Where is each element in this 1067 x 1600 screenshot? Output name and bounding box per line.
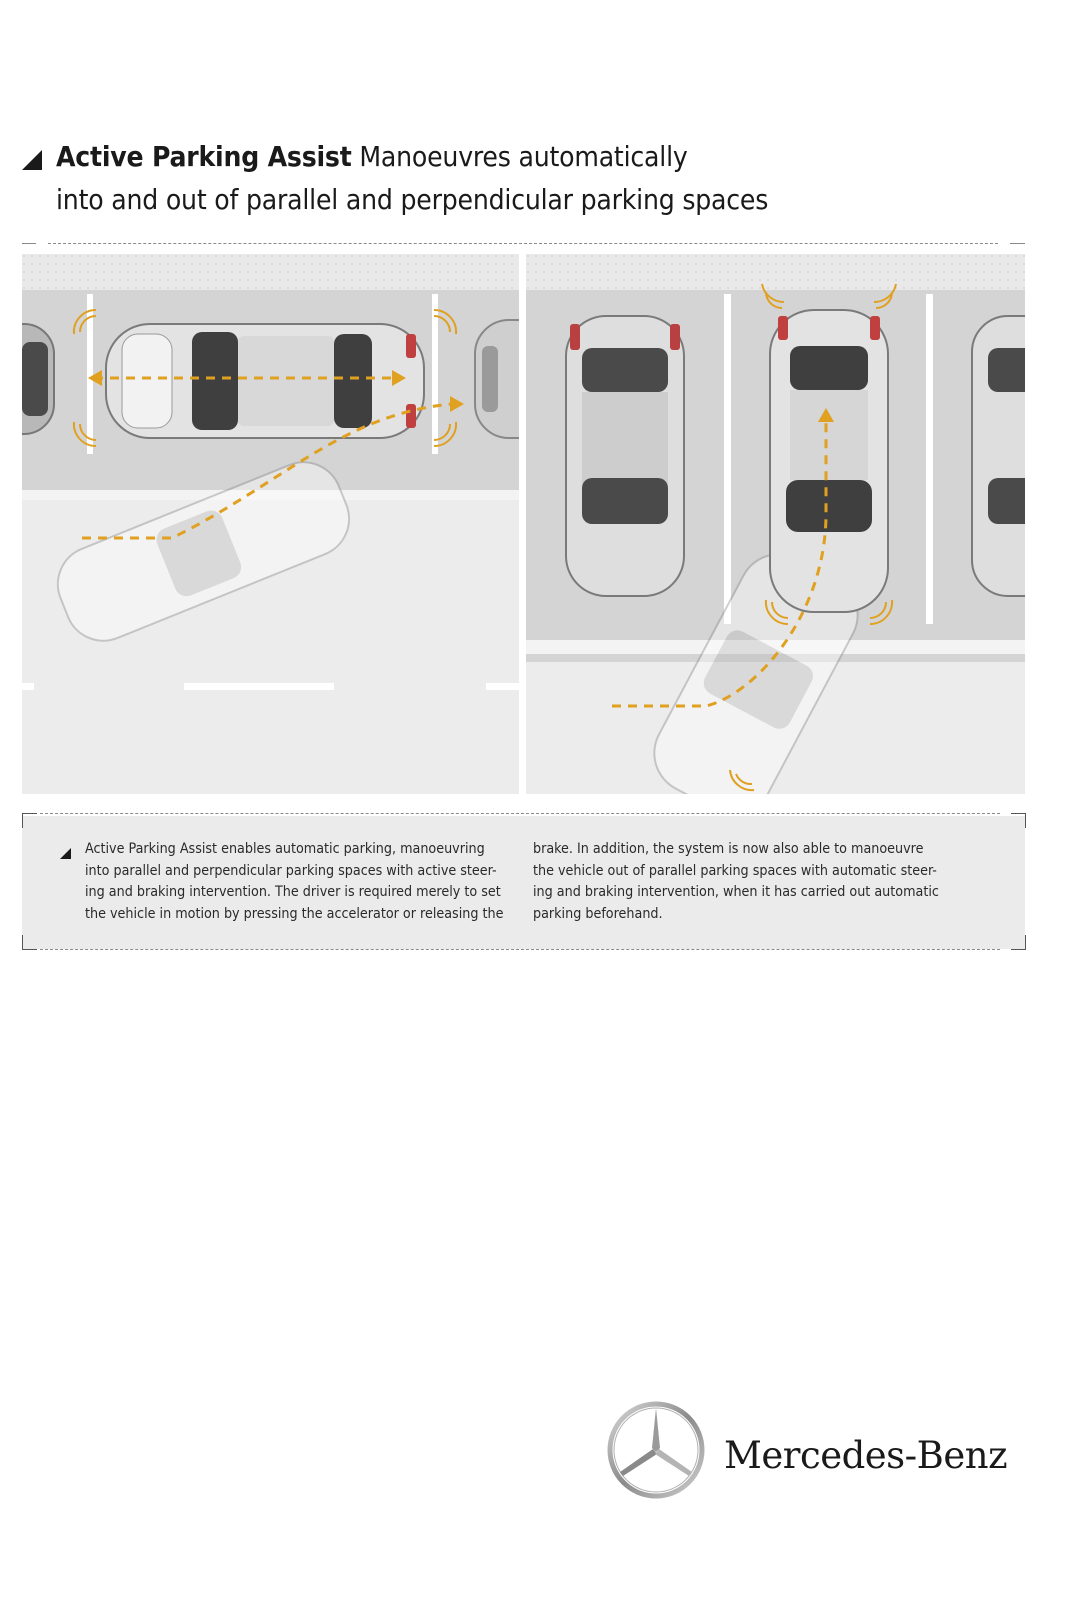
brand-wordmark: Mercedes-Benz xyxy=(724,1434,1008,1477)
perpendicular-parking-diagram xyxy=(526,254,1025,794)
box-bottom-divider xyxy=(40,949,1000,950)
description-line: the vehicle in motion by pressing the accelerator or releasing the xyxy=(85,905,504,922)
parked-car-left-perpendicular xyxy=(566,316,684,596)
description-line: parking beforehand. xyxy=(533,905,663,922)
description-line: brake. In addition, the system is now also able to manoeuvre xyxy=(533,841,924,857)
parked-car-right-perpendicular xyxy=(972,316,1025,596)
top-divider xyxy=(48,243,998,244)
rule-cap-left xyxy=(22,243,36,244)
description-line: Active Parking Assist enables automatic parking, manoeuvring xyxy=(85,841,485,857)
corner-mark xyxy=(22,935,37,950)
box-top-divider xyxy=(40,813,1000,814)
headline-line-2: into and out of parallel and perpendicular parking spaces xyxy=(56,183,769,216)
description-line: the vehicle out of parallel parking spaces with automatic steer- xyxy=(533,862,937,879)
description-column-2 xyxy=(533,839,939,925)
description-column-1 xyxy=(85,839,503,925)
parked-car-right xyxy=(475,320,519,438)
parked-car-left xyxy=(22,324,54,434)
description-box xyxy=(22,816,1025,949)
triangle-bullet-icon xyxy=(22,150,42,170)
headline-title: Active Parking Assist xyxy=(56,140,352,173)
description-line: ing and braking intervention, when it has carried out automatic xyxy=(533,884,939,900)
description-line: into parallel and perpendicular parking spaces with active steer- xyxy=(85,862,497,879)
corner-mark xyxy=(1011,813,1026,828)
description-line: ing and braking intervention. The driver is required merely to set xyxy=(85,884,501,900)
corner-mark xyxy=(1011,935,1026,950)
main-car-perpendicular xyxy=(770,310,888,612)
three-pointed-star-icon xyxy=(606,1400,706,1500)
corner-mark xyxy=(22,813,37,828)
parallel-parking-diagram xyxy=(22,254,519,794)
rule-cap-right xyxy=(1010,243,1025,244)
triangle-bullet-icon xyxy=(60,848,71,859)
mercedes-benz-logo xyxy=(606,1400,1006,1500)
headline-line-1 xyxy=(56,140,688,173)
headline-subtitle-part: Manoeuvres automatically xyxy=(351,140,688,173)
